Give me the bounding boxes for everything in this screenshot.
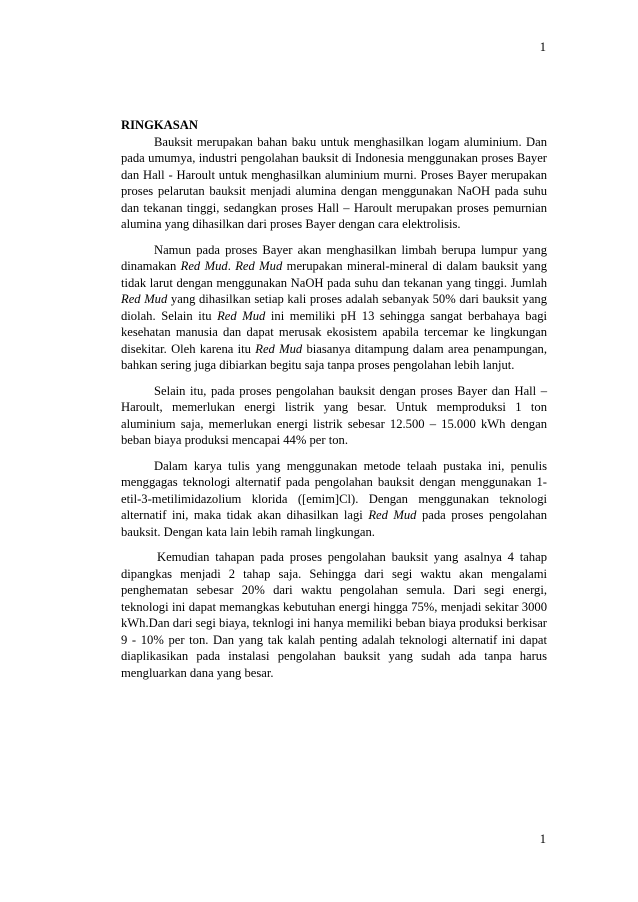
text-run: merupakan mineral-mineral di dalam bauksit yang tidak larut dengan menggunakan NaOH pada suhu dan tekanan yang tinggi. Jumlah: [121, 259, 548, 290]
italic-term: Red Mud: [235, 259, 283, 273]
section-heading: RINGKASAN: [121, 118, 198, 132]
document-body: [121, 117, 547, 690]
paragraph-5: [121, 549, 547, 681]
italic-term: Red Mud: [255, 341, 303, 356]
text-run: .: [227, 259, 236, 273]
text-run: biasanya ditampung dalam area penampungan, bahkan sering juga dibiarkan begitu saja tanpa proses pengolahan lebih lanjut.: [121, 341, 547, 372]
text-run: Kemudian tahapan pada proses pengolahan bauksit yang asalnya 4 tahap dipangkas menjadi 2 tahap saja. Sehingga dari segi waktu akan mengalami penghematan sebesar 20% dari waktu pengolahan semula. Dari segi energi, teknologi ini dapat memangkas kebutuhan energi hingga 75%, menjadi sekitar 3000 kWh.Dan dari segi biaya, teknlogi ini hanya memiliki beban biaya produksi berkisar 9 - 10% per ton. Dan yang tak kalah penting adalah teknologi alternatif ini dapat diaplikasikan pada instalasi pengolahan bauksit yang sudah ada tanpa harus mengluarkan dana yang besar.: [121, 550, 547, 680]
text-run: Selain itu, pada proses pengolahan bauksit dengan proses Bayer dan Hall – Haroult, memerlukan energi listrik yang besar. Untuk memproduksi 1 ton aluminium saja, memerlukan energi listrik sebesar 12.500 – 15.000 kWh dengan beban biaya produksi mencapai 44% per ton.: [121, 383, 547, 447]
italic-term: Red Mud: [180, 259, 228, 273]
italic-term: Red Mud: [368, 508, 417, 522]
page-number-top: 1: [539, 40, 546, 54]
paragraph-3: [121, 383, 547, 449]
page-number-bottom: 1: [539, 832, 546, 846]
paragraph-4: [121, 458, 547, 541]
text-run: Namun pada proses Bayer akan menghasilkan limbah berupa lumpur yang dinamakan: [121, 242, 547, 273]
paragraph-1: [121, 134, 547, 233]
text-run: ini memiliki pH 13 sehingga sangat berbahaya bagi kesehatan manusia dan dapat merusak ekosistem apabila tercemar ke lingkungan disekitar. Oleh karena itu: [121, 308, 547, 356]
text-run: Bauksit merupakan bahan baku untuk menghasilkan logam aluminium. Dan pada umumya, industri pengolahan bauksit di Indonesia menggunakan proses Bayer dan Hall - Haroult untuk menghasilkan aluminium murni. Proses Bayer merupakan proses pelarutan bauksit menjadi alumina dengan menggunakan NaOH pada suhu dan tekanan tinggi, sedangkan proses Hall – Haroult merupakan proses pemurnian alumina yang dihasilkan dari proses Bayer dengan cara elektrolisis.: [121, 134, 547, 231]
text-run: yang dihasilkan setiap kali proses adalah sebanyak 50% dari bauksit yang diolah. Selain itu: [121, 292, 547, 323]
italic-term: Red Mud: [217, 308, 266, 323]
italic-term: Red Mud: [121, 292, 168, 306]
text-run: pada proses pengolahan bauksit. Dengan kata lain lebih ramah lingkungan.: [121, 508, 548, 539]
text-run: Dalam karya tulis yang menggunakan metode telaah pustaka ini, penulis menggagas teknologi alternatif pada pengolahan bauksit dengan menggunakan 1-etil-3-metilimidazolium klorida ([emim]Cl). Dengan menggunakan teknologi alternatif ini, maka tidak akan dihasilkan lagi: [121, 458, 547, 522]
paragraph-2: [121, 242, 547, 374]
